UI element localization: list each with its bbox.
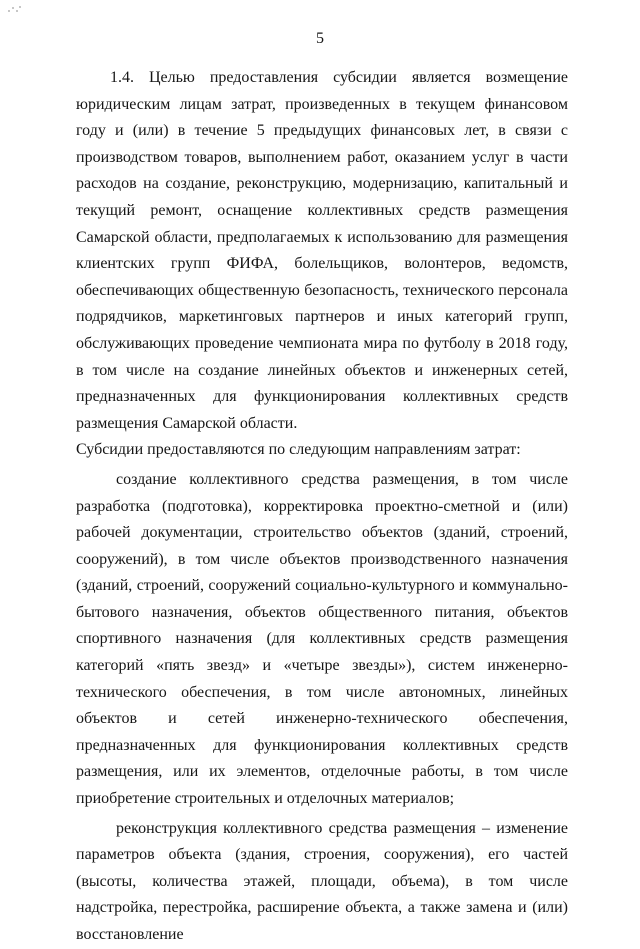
scan-corner-mark	[8, 4, 22, 14]
paragraph-directions-intro: Субсидии предоставляются по следующим направлениям затрат:	[76, 441, 521, 459]
document-body	[76, 65, 568, 949]
paragraph-purpose: 1.4. Целью предоставления субсидии является возмещение юридическим лицам затрат, произведенных в текущем финансовом году и (или) в течение 5 предыдущих финансовых лет, в связи с производством товаров, выполнением работ, оказанием услуг в части расходов на создание, реконструкцию, модернизацию, капитальный и текущий ремонт, оснащение коллективных средств размещения Самарской области, предполагаемых к использованию для размещения клиентских групп ФИФА, болельщиков, волонтеров, ведомств, обеспечивающих общественную безопасность, технического персонала подрядчиков, маркетинговых партнеров и иных категорий групп, обслуживающих проведение чемпионата мира по футболу в 2018 году, в том числе на создание линейных объектов и инженерных сетей, предназначенных для функционирования коллективных средств размещения Самарской области.	[76, 69, 568, 432]
page-number: 5	[316, 30, 324, 47]
paragraph-creation: создание коллективного средства размещения, в том числе разработка (подготовка), корректировка проектно-сметной и (или) рабочей документации, строительство объектов (зданий, строений, сооружений), в том числе объектов производственного назначения (зданий, строений, сооружений социально-культурного и коммунально-бытового назначения, объектов общественного питания, объектов спортивного назначения (для коллективных средств размещения категорий «пять звезд» и «четыре звезды»), систем инженерно-технического обеспечения, в том числе автономных, линейных объектов и сетей инженерно-технического обеспечения, предназначенных для функционирования коллективных средств размещения, или их элементов, отделочные работы, в том числе приобретение строительных и отделочных материалов;	[76, 470, 568, 808]
paragraph-reconstruction: реконструкция коллективного средства размещения – изменение параметров объекта (здания, строения, сооружения), его частей (высоты, количества этажей, площади, объема), в том числе надстройка, перестройка, расширение объекта, а также замена и (или) восстановление	[76, 819, 568, 943]
